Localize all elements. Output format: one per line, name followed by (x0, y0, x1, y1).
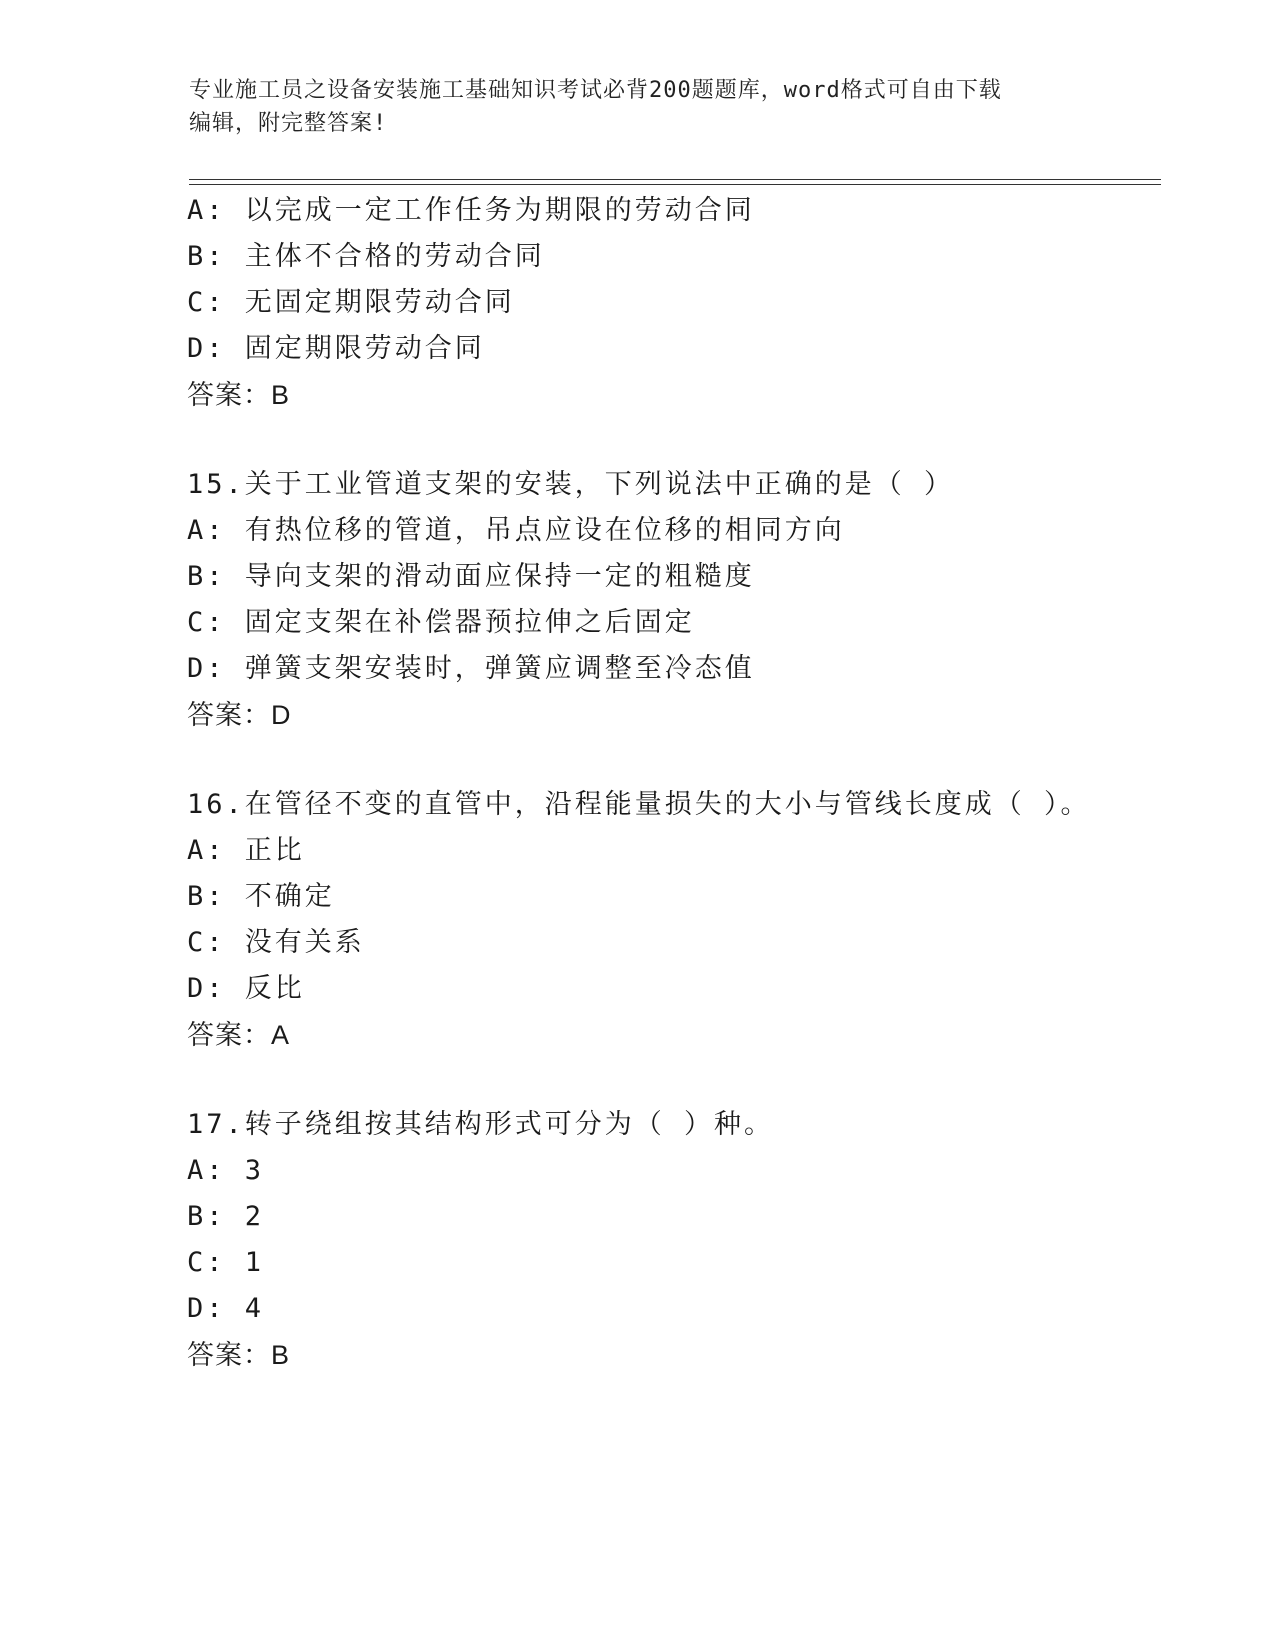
option-b: B: 主体不合格的劳动合同 (187, 241, 545, 272)
option-b: B: 2 (187, 1201, 265, 1232)
question-block-17 (187, 1102, 1167, 1378)
option-a: A: 以完成一定工作任务为期限的劳动合同 (187, 195, 755, 226)
document-header (189, 74, 1089, 140)
question-block-16 (187, 782, 1167, 1058)
question-block-14 (187, 188, 1167, 418)
answer-line: 答案：A (187, 1020, 291, 1050)
question-text: 15.关于工业管道支架的安装，下列说法中正确的是（ ） (187, 469, 955, 500)
question-text: 16.在管径不变的直管中，沿程能量损失的大小与管线长度成（ ）。 (187, 789, 1091, 820)
option-b: B: 不确定 (187, 881, 335, 912)
answer-line: 答案：D (187, 700, 292, 730)
option-d: D: 弹簧支架安装时，弹簧应调整至冷态值 (187, 653, 755, 684)
option-b: B: 导向支架的滑动面应保持一定的粗糙度 (187, 561, 755, 592)
option-c: C: 1 (187, 1247, 265, 1278)
option-c: C: 没有关系 (187, 927, 365, 958)
header-divider-bottom (189, 184, 1161, 185)
question-text: 17.转子绕组按其结构形式可分为（ ）种。 (187, 1109, 775, 1140)
question-list (187, 188, 1167, 1378)
header-divider-top (189, 179, 1161, 180)
option-d: D: 反比 (187, 973, 305, 1004)
option-a: A: 3 (187, 1155, 265, 1186)
option-a: A: 正比 (187, 835, 305, 866)
header-title-line-1: 专业施工员之设备安装施工基础知识考试必背200题题库，word格式可自由下载 (189, 78, 1002, 103)
option-c: C: 无固定期限劳动合同 (187, 287, 515, 318)
option-c: C: 固定支架在补偿器预拉伸之后固定 (187, 607, 695, 638)
option-a: A: 有热位移的管道，吊点应设在位移的相同方向 (187, 515, 845, 546)
answer-line: 答案：B (187, 1340, 291, 1370)
option-d: D: 4 (187, 1293, 265, 1324)
header-title-line-2: 编辑，附完整答案! (189, 111, 388, 136)
answer-line: 答案：B (187, 380, 291, 410)
option-d: D: 固定期限劳动合同 (187, 333, 485, 364)
question-block-15 (187, 462, 1167, 738)
